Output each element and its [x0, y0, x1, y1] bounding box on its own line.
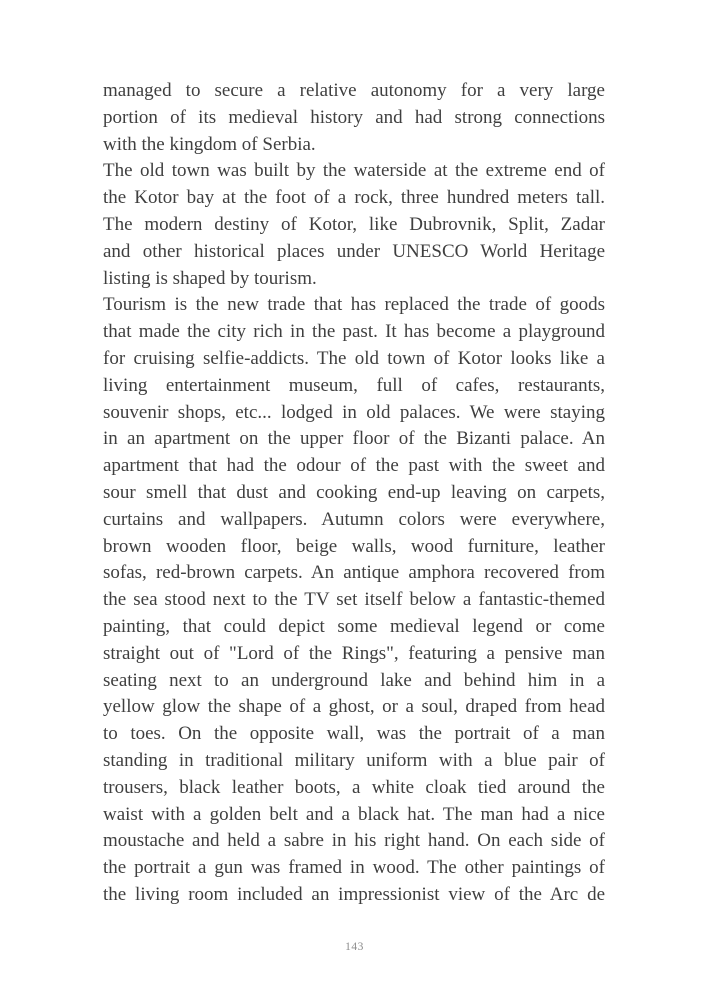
text-line: The old town was built by the waterside at the extreme end of — [103, 160, 605, 182]
text-line: brown wooden floor, beige walls, wood furniture, leather — [103, 535, 605, 557]
text-line: managed to secure a relative autonomy for a very large — [103, 80, 605, 101]
text-line: for cruising selfie-addicts. The old town of Kotor looks like a — [103, 347, 605, 369]
page-number: 143 — [345, 941, 364, 953]
text-line: the living room included an impressionist view of the Arc de — [103, 883, 605, 905]
text-line: that made the city rich in the past. It has become a playground — [103, 321, 605, 343]
text-line: waist with a golden belt and a black hat. The man had a nice — [103, 803, 605, 825]
text-line: listing is shaped by tourism. — [103, 267, 317, 289]
page-text — [103, 78, 605, 909]
text-line: painting, that could depict some medieval legend or come — [103, 615, 605, 637]
text-line: seating next to an underground lake and behind him in a — [103, 669, 605, 691]
text-line: to toes. On the opposite wall, was the portrait of a man — [103, 723, 605, 745]
text-line: and other historical places under UNESCO World Heritage — [103, 240, 605, 262]
text-line: portion of its medieval history and had strong connections — [103, 106, 605, 128]
text-line: with the kingdom of Serbia. — [103, 133, 316, 155]
text-line: straight out of "Lord of the Rings", featuring a pensive man — [103, 642, 605, 664]
text-line: the Kotor bay at the foot of a rock, three hundred meters tall. — [103, 187, 605, 209]
text-line: the portrait a gun was framed in wood. The other paintings of — [103, 857, 605, 879]
text-line: apartment that had the odour of the past with the sweet and — [103, 455, 605, 477]
text-line: curtains and wallpapers. Autumn colors were everywhere, — [103, 508, 605, 530]
text-line: in an apartment on the upper floor of the Bizanti palace. An — [103, 428, 605, 450]
text-line: Tourism is the new trade that has replaced the trade of goods — [103, 294, 605, 316]
text-line: living entertainment museum, full of cafes, restaurants, — [103, 374, 605, 396]
text-line: yellow glow the shape of a ghost, or a soul, draped from head — [103, 696, 605, 718]
text-line: souvenir shops, etc... lodged in old palaces. We were staying — [103, 401, 605, 423]
text-line: The modern destiny of Kotor, like Dubrovnik, Split, Zadar — [103, 213, 605, 235]
text-line: trousers, black leather boots, a white cloak tied around the — [103, 776, 605, 798]
text-line: moustache and held a sabre in his right hand. On each side of — [103, 830, 605, 852]
text-line: the sea stood next to the TV set itself below a fantastic-themed — [103, 589, 605, 611]
text-line: sofas, red-brown carpets. An antique amphora recovered from — [103, 562, 605, 584]
text-line: sour smell that dust and cooking end-up leaving on carpets, — [103, 481, 605, 503]
text-line: standing in traditional military uniform with a blue pair of — [103, 749, 605, 771]
